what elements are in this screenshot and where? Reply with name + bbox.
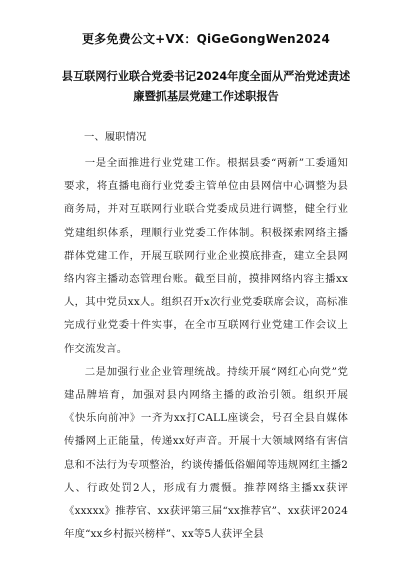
document-title xyxy=(60,67,352,107)
body-paragraph-2: 二是加强行业企业管理统战。持续开展“网红心向党”党建品牌培育，加强对县内网络主播的政治引领。组织开展《快乐向前冲》一齐为xx打CALL座谈会，号召全县自媒体传播网上正能量，传递xx好声音。开展十大领域网络有害信息和不法行为专项整治，约谈传播低俗媚闻等违规网红主播2人、行政处罚2人，形成有力震慑。推荐网络主播xx获评《xxxxx》推荐官、xx获评第三届“xx推荐官”、xx获评2024年度“xx乡村振兴榜样”、xx等5人获评全县 xyxy=(64,365,348,541)
title-line-2: 廉暨抓基层党建工作述职报告 xyxy=(133,90,279,103)
title-line-1: 县互联网行业联合党委书记2024年度全面从严治党述责述 xyxy=(61,70,351,83)
section-heading: 一、履职情况 xyxy=(84,131,147,143)
body-paragraph-1: 一是全面推进行业党建工作。根据县委“两新”工委通知要求，将直播电商行业党委主管单位由县网信中心调整为县商务局，并对互联网行业联合党委成员进行调整，健全行业党建组织体系，理顺行业党委工作体制。积极探索网络主播群体党建工作，开展互联网行业企业摸底排查，建立全县网络内容主播动态管理台账。截至目前，摸排网络内容主播xx人，其中党员xx人。组织召开x次行业党委联席会议，高标准完成行业党委十件实事，在全市互联网行业党建工作会议上作交流发言。 xyxy=(64,157,348,355)
promo-header: 更多免费公文+VX：QiGeGongWen2024 xyxy=(81,32,330,46)
